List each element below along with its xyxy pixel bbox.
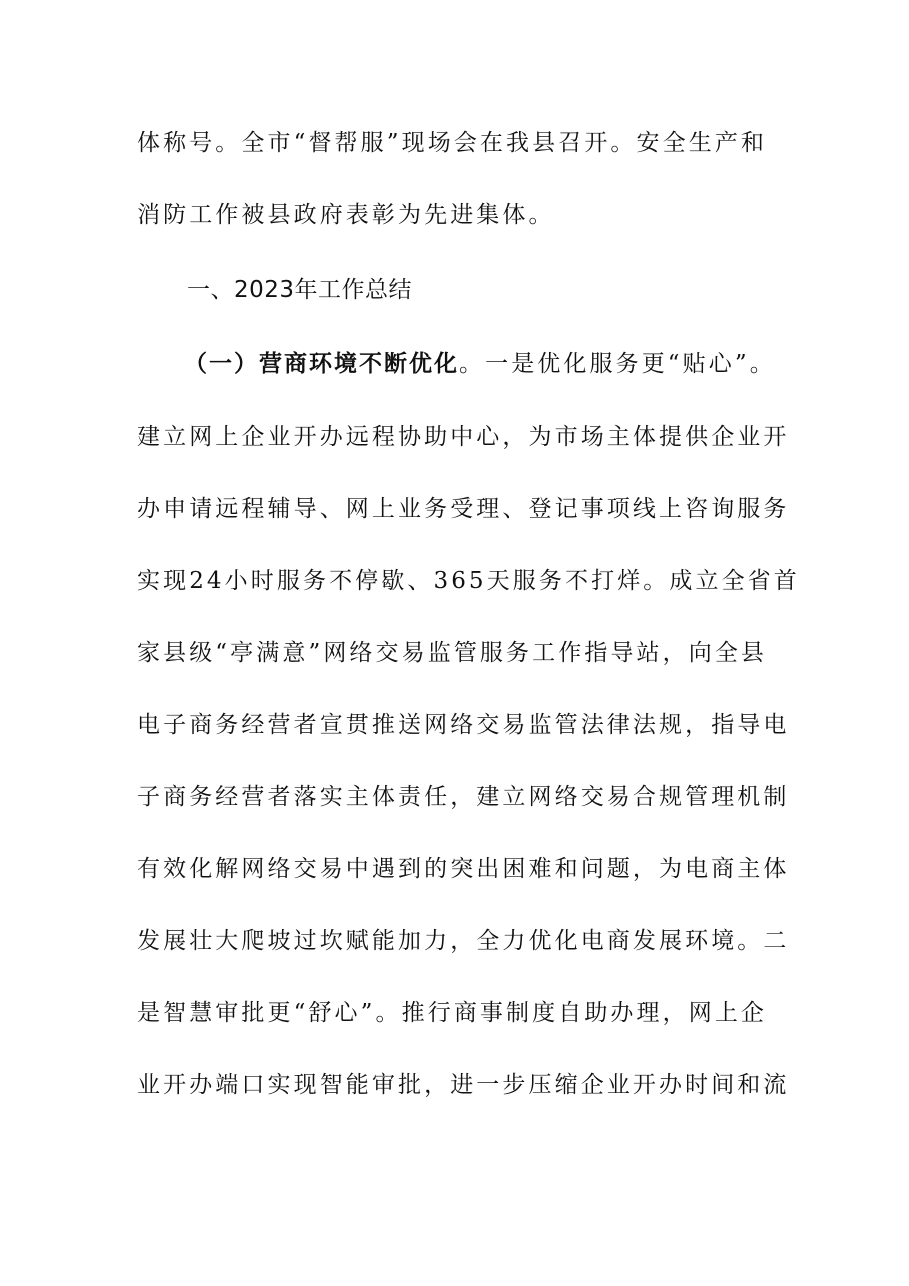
paragraph-line: 体称号。全市“督帮服”现场会在我县召开。安全生产和 (137, 130, 768, 156)
section-heading: 一、2023年工作总结 (187, 277, 413, 303)
paragraph-line: 消防工作被县政府表彰为先进集体。 (137, 202, 555, 228)
paragraph-line: 子商务经营者落实主体责任，建立网络交易合规管理机制 (137, 784, 790, 810)
paragraph-line: 电子商务经营者宣贯推送网络交易监管法律法规，指导电 (137, 712, 790, 738)
paragraph-line: 有效化解网络交易中遇到的突出困难和问题，为电商主体 (137, 856, 790, 882)
paragraph-line: 业开办端口实现智能审批，进一步压缩企业开办时间和流 (137, 1072, 790, 1098)
subsection-first-line (184, 349, 824, 379)
paragraph-line: 办申请远程辅导、网上业务受理、登记事项线上咨询服务 (137, 496, 790, 522)
paragraph-line: 是智慧审批更“舒心”。推行商事制度自助办理，网上企 (137, 1000, 768, 1026)
paragraph-line: 家县级“亭满意”网络交易监管服务工作指导站，向全县 (137, 640, 768, 666)
subsection-title: （一）营商环境不断优化 (184, 351, 459, 377)
paragraph-line: 实现24小时服务不停歇、365天服务不打烊。成立全省首 (137, 568, 800, 594)
paragraph-line: 发展壮大爬坡过坎赋能加力，全力优化电商发展环境。二 (137, 928, 790, 954)
paragraph-line: 建立网上企业开办远程协助中心，为市场主体提供企业开 (137, 424, 790, 450)
subsection-first-line-text: 。一是优化服务更“贴心”。 (459, 351, 776, 377)
